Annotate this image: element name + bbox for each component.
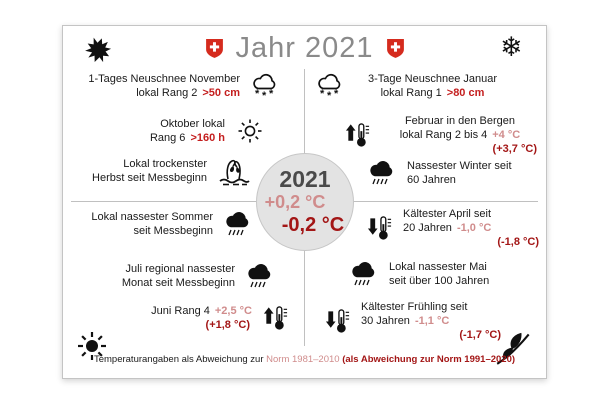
svg-text:*: * (334, 87, 339, 100)
wilted-plant-icon (217, 155, 251, 186)
fact-line: Lokal trockenster (123, 157, 207, 170)
fact-line: Kältester April seit (403, 208, 492, 220)
fact-text (150, 117, 225, 145)
fact-value: >160 h (190, 132, 225, 144)
thermometer-up-icon (262, 304, 289, 332)
center-anomaly-old-norm: +0,2 °C (264, 192, 326, 212)
rain-cloud-icon (349, 261, 379, 288)
fact-line: 30 Jahren (361, 315, 410, 327)
fact-line: 3-Tage Neuschnee Januar (367, 73, 498, 85)
fact-line: 60 Jahren (407, 174, 456, 186)
rain-cloud-icon (367, 160, 397, 187)
svg-text:*: * (255, 87, 260, 100)
fact-text (151, 304, 252, 332)
footnote-norm-old: Norm 1981–2010 (266, 354, 340, 365)
fact-line: Juli regional nassester (125, 263, 235, 275)
thermometer-up-icon (344, 121, 371, 149)
fact-january-snow (315, 72, 510, 100)
fact-text (407, 159, 537, 187)
header (63, 32, 546, 65)
fact-warm-june (73, 304, 289, 332)
rain-cloud-icon (245, 263, 275, 290)
fact-line: Juni Rang 4 (151, 305, 210, 317)
fact-value-secondary: (-1,8 °C) (497, 236, 539, 248)
fact-text (389, 260, 524, 288)
infographic-card (62, 25, 547, 379)
fact-november-snow (73, 72, 280, 100)
page-title: Jahr 2021 (235, 32, 374, 64)
fact-text (122, 262, 235, 290)
fact-wet-july (73, 262, 275, 290)
fact-warm-february (344, 114, 539, 156)
center-year: 2021 (279, 166, 331, 192)
fact-text (403, 207, 541, 249)
fact-text (88, 72, 240, 100)
fact-value-secondary: (+3,7 °C) (492, 143, 537, 155)
fact-line: Februar in den Bergen (404, 115, 516, 127)
fact-line: Monat seit Messbeginn (121, 277, 235, 289)
fact-line: lokal Rang 2 (136, 87, 198, 99)
fact-text (361, 300, 503, 342)
fact-line: Rang 6 (149, 132, 186, 144)
fact-line: 1-Tages Neuschnee November (88, 73, 240, 85)
svg-text:*: * (327, 89, 332, 100)
fact-value: -1,1 °C (414, 315, 450, 327)
fact-text (381, 114, 539, 156)
swiss-flag-icon (204, 38, 225, 59)
footnote-norm-new: (als Abweichung zur Norm 1991–2020) (342, 354, 516, 365)
fact-line: Lokal nassester Sommer (91, 211, 213, 223)
fact-value-secondary: (+1,8 °C) (205, 319, 250, 331)
swiss-flag-icon (385, 38, 406, 59)
fact-line: lokal Rang 2 bis 4 (399, 129, 488, 141)
snow-cloud-icon (250, 73, 280, 100)
svg-text:*: * (320, 87, 325, 100)
fact-wet-summer (73, 210, 253, 238)
fact-october-sun (73, 116, 265, 146)
fact-line: Nassester Winter seit (407, 160, 512, 172)
thermometer-down-icon (366, 214, 393, 242)
svg-text:*: * (269, 87, 274, 100)
fact-dry-autumn (73, 155, 251, 186)
fact-line: Lokal nassester Mai (389, 261, 487, 273)
fact-value: >50 cm (202, 87, 240, 99)
fact-line: seit Messbeginn (133, 225, 213, 237)
fact-text (355, 72, 510, 100)
fact-cold-spring (324, 300, 503, 342)
fact-line: seit über 100 Jahren (389, 275, 490, 287)
svg-text:*: * (262, 89, 267, 100)
sun-outline-icon (235, 116, 265, 146)
thermometer-down-icon (324, 307, 351, 335)
fact-line: 20 Jahren (403, 222, 452, 234)
fact-wet-winter (367, 159, 537, 187)
footnote-prefix: Temperaturangaben als Abweichung zur (93, 354, 264, 365)
fact-line: Kältester Frühling seit (361, 301, 468, 313)
fact-cold-april (366, 207, 541, 249)
fact-text (92, 157, 207, 185)
rain-cloud-icon (223, 211, 253, 238)
fact-value: +4 °C (492, 129, 521, 141)
fact-line: Oktober lokal (160, 118, 225, 130)
fact-value-secondary: (-1,7 °C) (459, 329, 501, 341)
fact-line: lokal Rang 1 (380, 87, 442, 99)
fact-wet-may (349, 260, 524, 288)
fact-value: >80 cm (446, 87, 485, 99)
snow-cloud-icon (315, 73, 345, 100)
footnote (63, 354, 546, 365)
center-year-badge (256, 153, 354, 251)
fact-text (91, 210, 213, 238)
fact-value: +2,5 °C (214, 305, 252, 317)
fact-line: Herbst seit Messbeginn (92, 171, 207, 184)
fact-value: -1,0 °C (456, 222, 492, 234)
center-anomaly-new-norm: -0,2 °C (281, 214, 345, 236)
snowflake-icon: ❄ (500, 32, 523, 63)
